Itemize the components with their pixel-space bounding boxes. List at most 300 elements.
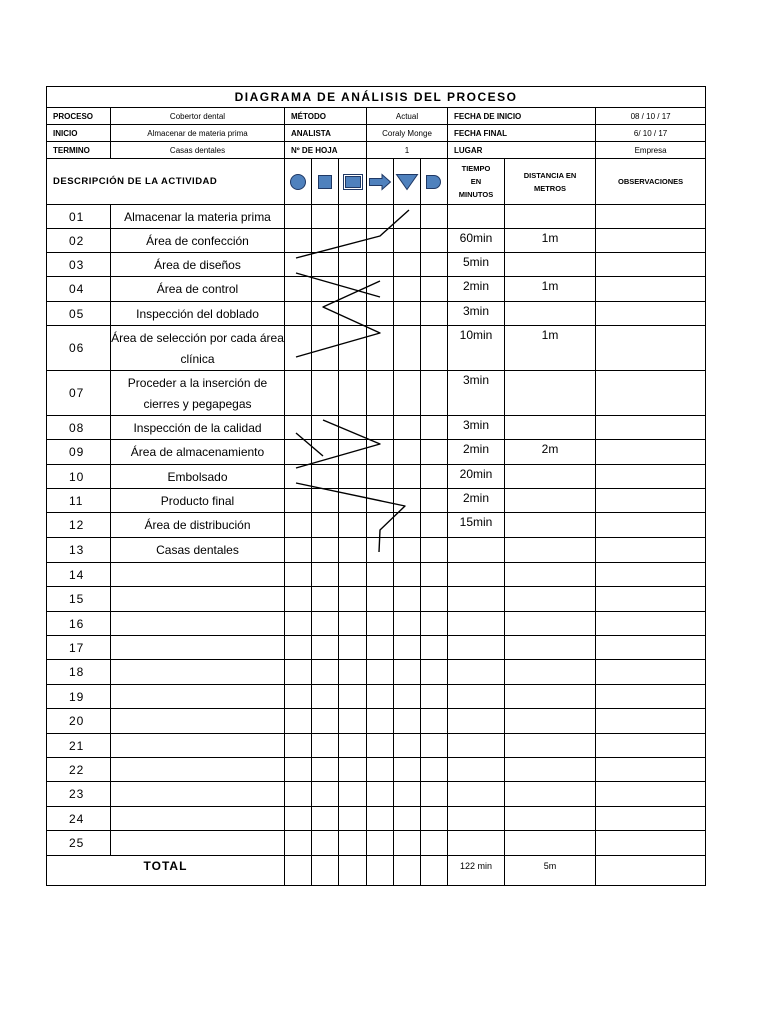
hoja-label: Nº DE HOJA [285, 142, 367, 159]
row-number: 16 [47, 612, 111, 636]
activity-description [111, 612, 285, 636]
activity-observations [596, 229, 706, 253]
activity-distance: 2m [505, 440, 596, 465]
symbol-cell [312, 253, 339, 277]
row-number: 22 [47, 758, 111, 782]
symbol-cell [312, 302, 339, 326]
activity-distance [505, 734, 596, 758]
operation-circle-icon [289, 173, 307, 191]
symbol-cell [394, 440, 421, 465]
symbol-cell [394, 612, 421, 636]
activity-row [47, 371, 706, 416]
row-number: 05 [47, 302, 111, 326]
symbol-cell [421, 758, 448, 782]
activity-row [47, 782, 706, 807]
activity-row [47, 205, 706, 229]
symbol-cell [339, 807, 367, 831]
fecha-final-value: 6/ 10 / 17 [596, 125, 706, 142]
symbol-cell [339, 205, 367, 229]
symbol-cell [312, 489, 339, 513]
symbol-cell [312, 440, 339, 465]
symbol-cell [421, 465, 448, 489]
row-number: 14 [47, 563, 111, 587]
activity-distance [505, 612, 596, 636]
storage-triangle-icon [395, 173, 419, 191]
symbol-cell [367, 758, 394, 782]
activity-description: Área de control [111, 277, 285, 302]
observaciones-header: OBSERVACIONES [596, 159, 706, 205]
operation-symbol-cell [285, 159, 312, 205]
activity-observations [596, 538, 706, 563]
activity-time [448, 685, 505, 709]
symbol-cell [421, 685, 448, 709]
activity-observations [596, 277, 706, 302]
activity-distance [505, 782, 596, 807]
fecha-inicio-label: FECHA DE INICIO [448, 108, 596, 125]
symbol-cell [421, 636, 448, 660]
activity-time [448, 205, 505, 229]
activity-observations [596, 709, 706, 734]
activity-row [47, 277, 706, 302]
activity-observations [596, 685, 706, 709]
activity-description [111, 685, 285, 709]
symbol-cell [339, 709, 367, 734]
row-number: 08 [47, 416, 111, 440]
activity-row [47, 538, 706, 563]
symbol-cell [367, 302, 394, 326]
symbol-cell [285, 371, 312, 416]
activity-distance: 1m [505, 326, 596, 371]
activity-distance [505, 709, 596, 734]
activity-row [47, 465, 706, 489]
activity-observations [596, 253, 706, 277]
activity-observations [596, 465, 706, 489]
symbol-cell [421, 807, 448, 831]
symbol-cell [394, 807, 421, 831]
symbol-cell [312, 465, 339, 489]
activity-time [448, 563, 505, 587]
symbol-cell [339, 831, 367, 856]
activity-observations [596, 807, 706, 831]
activity-observations [596, 489, 706, 513]
symbol-cell [421, 782, 448, 807]
activity-distance [505, 636, 596, 660]
symbol-cell [394, 326, 421, 371]
symbol-cell [285, 856, 312, 886]
activity-description [111, 831, 285, 856]
activity-row [47, 709, 706, 734]
total-label: TOTAL [47, 856, 285, 886]
symbol-cell [394, 371, 421, 416]
symbol-cell [285, 685, 312, 709]
activity-distance [505, 489, 596, 513]
activity-row [47, 416, 706, 440]
row-number: 17 [47, 636, 111, 660]
row-number: 09 [47, 440, 111, 465]
activity-row [47, 660, 706, 685]
activity-observations [596, 636, 706, 660]
activity-observations [596, 416, 706, 440]
row-number: 25 [47, 831, 111, 856]
activity-observations [596, 302, 706, 326]
symbol-cell [339, 371, 367, 416]
symbol-cell [367, 229, 394, 253]
proceso-value: Cobertor dental [111, 108, 285, 125]
symbol-cell [367, 205, 394, 229]
activity-description: Área de diseños [111, 253, 285, 277]
symbol-cell [421, 831, 448, 856]
symbol-cell [312, 371, 339, 416]
activity-description: Proceder a la inserción de cierres y pegapegas [111, 371, 285, 416]
symbol-cell [394, 782, 421, 807]
symbol-cell [394, 253, 421, 277]
symbol-cell [421, 205, 448, 229]
total-row [47, 856, 706, 886]
symbol-cell [394, 685, 421, 709]
activity-row [47, 831, 706, 856]
activity-time: 60min [448, 229, 505, 253]
row-number: 13 [47, 538, 111, 563]
activity-description: Almacenar la materia prima [111, 205, 285, 229]
symbol-cell [312, 856, 339, 886]
row-number: 07 [47, 371, 111, 416]
metodo-value: Actual [367, 108, 448, 125]
symbol-cell [367, 734, 394, 758]
symbol-cell [421, 513, 448, 538]
symbol-cell [421, 371, 448, 416]
activity-distance: 1m [505, 277, 596, 302]
activity-distance [505, 513, 596, 538]
symbol-cell [339, 734, 367, 758]
symbol-cell [285, 734, 312, 758]
hoja-value: 1 [367, 142, 448, 159]
symbol-cell [421, 587, 448, 612]
symbol-cell [421, 563, 448, 587]
activity-observations [596, 831, 706, 856]
symbol-cell [339, 229, 367, 253]
activity-distance [505, 563, 596, 587]
symbol-cell [367, 253, 394, 277]
row-number: 15 [47, 587, 111, 612]
symbol-cell [339, 277, 367, 302]
symbol-cell [367, 636, 394, 660]
activity-time [448, 612, 505, 636]
symbol-cell [285, 782, 312, 807]
row-number: 01 [47, 205, 111, 229]
row-number: 02 [47, 229, 111, 253]
total-observations [596, 856, 706, 886]
symbol-cell [394, 465, 421, 489]
symbol-cell [394, 758, 421, 782]
activity-row [47, 587, 706, 612]
symbol-cell [285, 253, 312, 277]
symbol-cell [285, 563, 312, 587]
symbol-cell [339, 563, 367, 587]
activity-time: 5min [448, 253, 505, 277]
activity-distance [505, 807, 596, 831]
termino-value: Casas dentales [111, 142, 285, 159]
symbol-cell [394, 856, 421, 886]
symbol-cell [421, 440, 448, 465]
activity-description: Casas dentales [111, 538, 285, 563]
symbol-cell [312, 538, 339, 563]
symbol-cell [367, 782, 394, 807]
symbol-cell [367, 326, 394, 371]
symbol-cell [367, 709, 394, 734]
symbol-cell [312, 660, 339, 685]
activity-distance [505, 587, 596, 612]
symbol-cell [367, 513, 394, 538]
activity-time: 2min [448, 440, 505, 465]
symbol-cell [394, 587, 421, 612]
activity-distance [505, 253, 596, 277]
activity-time: 3min [448, 302, 505, 326]
total-distance: 5m [505, 856, 596, 886]
symbol-cell [367, 807, 394, 831]
row-number: 24 [47, 807, 111, 831]
activity-description: Área de distribución [111, 513, 285, 538]
proceso-label: PROCESO [47, 108, 111, 125]
activity-time: 15min [448, 513, 505, 538]
activity-time: 3min [448, 371, 505, 416]
activity-distance [505, 685, 596, 709]
activity-time [448, 709, 505, 734]
delay-d-icon [424, 173, 444, 191]
process-table [46, 86, 706, 886]
symbol-cell [339, 253, 367, 277]
symbol-cell [339, 416, 367, 440]
symbol-cell [421, 734, 448, 758]
symbol-cell [394, 205, 421, 229]
symbol-cell [312, 326, 339, 371]
activity-distance [505, 660, 596, 685]
fecha-inicio-value: 08 / 10 / 17 [596, 108, 706, 125]
activity-distance: 1m [505, 229, 596, 253]
activity-distance [505, 416, 596, 440]
symbol-cell [421, 253, 448, 277]
activity-observations [596, 563, 706, 587]
analista-value: Coraly Monge [367, 125, 448, 142]
activity-row [47, 612, 706, 636]
symbol-cell [285, 587, 312, 612]
symbol-cell [394, 489, 421, 513]
symbol-cell [367, 660, 394, 685]
storage-symbol-cell [394, 159, 421, 205]
activity-time: 20min [448, 465, 505, 489]
delay-symbol-cell [421, 159, 448, 205]
symbol-cell [421, 326, 448, 371]
symbol-cell [285, 205, 312, 229]
symbol-cell [339, 587, 367, 612]
activity-observations [596, 734, 706, 758]
activity-row [47, 326, 706, 371]
activity-description [111, 734, 285, 758]
activity-description: Área de confección [111, 229, 285, 253]
inspection-square-icon [316, 173, 334, 191]
activity-distance [505, 302, 596, 326]
transport-symbol-cell [367, 159, 394, 205]
activity-description [111, 587, 285, 612]
activity-row [47, 229, 706, 253]
activity-row [47, 489, 706, 513]
row-number: 03 [47, 253, 111, 277]
total-time: 122 min [448, 856, 505, 886]
symbol-cell [394, 538, 421, 563]
activity-time [448, 758, 505, 782]
symbol-cell [421, 538, 448, 563]
activity-distance [505, 205, 596, 229]
activity-description: Producto final [111, 489, 285, 513]
activity-description: Inspección del doblado [111, 302, 285, 326]
activity-time: 10min [448, 326, 505, 371]
activity-distance [505, 465, 596, 489]
symbol-cell [394, 831, 421, 856]
symbol-cell [285, 489, 312, 513]
activity-description: Área de selección por cada área clínica [111, 326, 285, 371]
symbol-cell [312, 205, 339, 229]
symbol-cell [312, 782, 339, 807]
row-number: 04 [47, 277, 111, 302]
activity-time: 3min [448, 416, 505, 440]
symbol-cell [421, 229, 448, 253]
document-title: DIAGRAMA DE ANÁLISIS DEL PROCESO [47, 87, 706, 108]
row-number: 23 [47, 782, 111, 807]
row-number: 18 [47, 660, 111, 685]
symbol-cell [367, 371, 394, 416]
symbol-cell [285, 758, 312, 782]
activity-time [448, 782, 505, 807]
symbol-cell [285, 831, 312, 856]
symbol-cell [367, 489, 394, 513]
activity-row [47, 513, 706, 538]
symbol-cell [285, 538, 312, 563]
symbol-cell [367, 685, 394, 709]
symbol-cell [367, 277, 394, 302]
lugar-value: Empresa [596, 142, 706, 159]
symbol-cell [285, 440, 312, 465]
activity-observations [596, 782, 706, 807]
symbol-cell [339, 465, 367, 489]
symbol-cell [312, 563, 339, 587]
symbol-cell [421, 302, 448, 326]
symbol-cell [339, 513, 367, 538]
metodo-label: MÉTODO [285, 108, 367, 125]
symbol-cell [312, 685, 339, 709]
activity-description [111, 660, 285, 685]
row-number: 19 [47, 685, 111, 709]
symbol-cell [367, 440, 394, 465]
symbol-cell [421, 709, 448, 734]
activity-description [111, 563, 285, 587]
symbol-cell [421, 612, 448, 636]
symbol-cell [367, 465, 394, 489]
fecha-final-label: FECHA FINAL [448, 125, 596, 142]
activity-description: Inspección de la calidad [111, 416, 285, 440]
symbol-cell [339, 636, 367, 660]
activity-observations [596, 660, 706, 685]
symbol-cell [312, 513, 339, 538]
activity-row [47, 563, 706, 587]
symbol-cell [394, 416, 421, 440]
symbol-cell [367, 563, 394, 587]
termino-label: TERMINO [47, 142, 111, 159]
symbol-cell [339, 660, 367, 685]
activity-row [47, 302, 706, 326]
activity-time [448, 538, 505, 563]
symbol-cell [339, 612, 367, 636]
transport-arrow-icon [368, 173, 392, 191]
symbol-cell [339, 856, 367, 886]
symbol-cell [312, 229, 339, 253]
symbol-cell [312, 758, 339, 782]
row-number: 10 [47, 465, 111, 489]
symbol-cell [285, 416, 312, 440]
inspection-symbol-cell [312, 159, 339, 205]
activity-distance [505, 758, 596, 782]
row-number: 06 [47, 326, 111, 371]
analista-label: ANALISTA [285, 125, 367, 142]
symbol-cell [285, 807, 312, 831]
symbol-cell [421, 489, 448, 513]
symbol-cell [312, 807, 339, 831]
symbol-cell [312, 734, 339, 758]
symbol-cell [367, 538, 394, 563]
activity-row [47, 734, 706, 758]
activity-description [111, 758, 285, 782]
activity-time [448, 660, 505, 685]
symbol-cell [312, 587, 339, 612]
row-number: 12 [47, 513, 111, 538]
activity-description: Embolsado [111, 465, 285, 489]
symbol-cell [394, 302, 421, 326]
combined-square-icon [342, 173, 364, 191]
symbol-cell [367, 612, 394, 636]
symbol-cell [339, 685, 367, 709]
symbol-cell [285, 709, 312, 734]
activity-description [111, 782, 285, 807]
tiempo-header: TIEMPO EN MINUTOS [448, 159, 505, 205]
symbol-cell [285, 229, 312, 253]
activity-observations [596, 326, 706, 371]
activity-row [47, 685, 706, 709]
symbol-cell [394, 660, 421, 685]
combined-symbol-cell [339, 159, 367, 205]
symbol-cell [394, 513, 421, 538]
inicio-value: Almacenar de materia prima [111, 125, 285, 142]
activity-observations [596, 205, 706, 229]
row-number: 11 [47, 489, 111, 513]
symbol-cell [312, 636, 339, 660]
symbol-cell [339, 782, 367, 807]
lugar-label: LUGAR [448, 142, 596, 159]
distancia-header: DISTANCIA EN METROS [505, 159, 596, 205]
activity-observations [596, 612, 706, 636]
activity-distance [505, 831, 596, 856]
symbol-cell [285, 302, 312, 326]
activity-distance [505, 371, 596, 416]
row-number: 21 [47, 734, 111, 758]
symbol-cell [394, 229, 421, 253]
symbol-cell [312, 416, 339, 440]
symbol-cell [394, 709, 421, 734]
activity-observations [596, 758, 706, 782]
inicio-label: INICIO [47, 125, 111, 142]
activity-time: 2min [448, 489, 505, 513]
activity-row [47, 440, 706, 465]
symbol-cell [339, 302, 367, 326]
symbol-cell [367, 856, 394, 886]
symbol-cell [339, 326, 367, 371]
